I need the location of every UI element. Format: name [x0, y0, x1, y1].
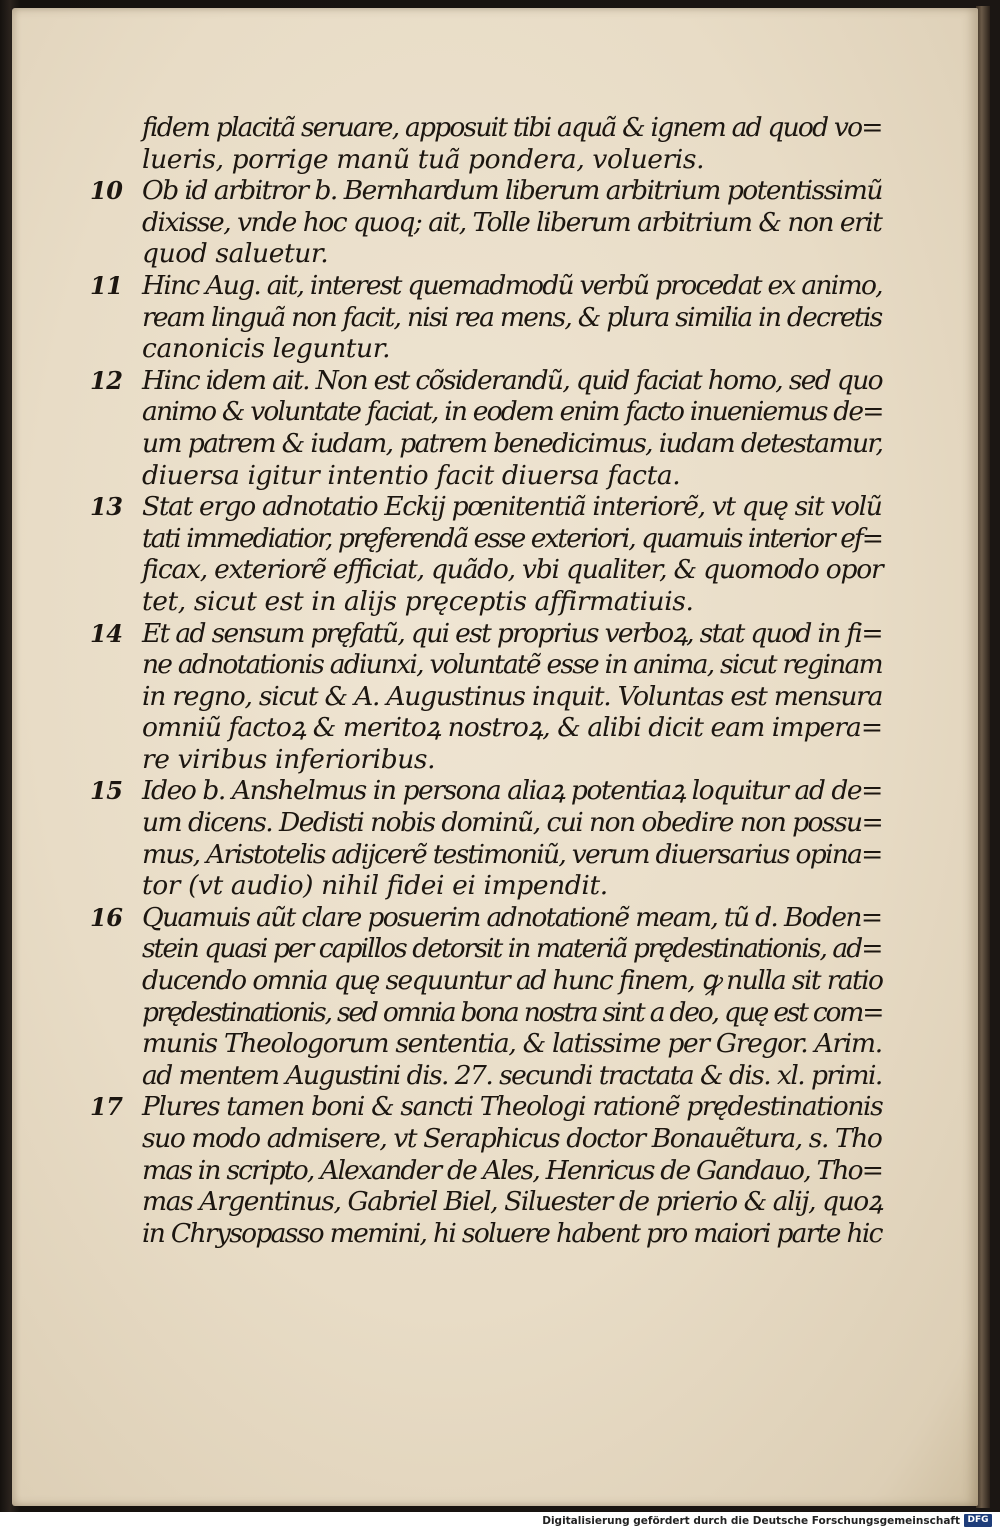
text-block — [92, 112, 882, 1249]
text-line: mas in scripto, Alexander de Ales, Henricus de Gandauo, Tho= — [142, 1154, 883, 1186]
paragraph-number: 10 — [90, 176, 123, 206]
paragraph-number: 17 — [90, 1092, 123, 1122]
text-line: Hinc Aug. ait, interest quemadmodũ verbũ procedat ex animo, — [142, 269, 882, 301]
text-line: omniũ factoꝝ & meritoꝝ nostroꝝ, & alibi dicit eam impera= — [142, 712, 883, 744]
paragraph-16 — [92, 902, 882, 1092]
text-line: prędestinationis, sed omnia bona nostra sint a deo, quę est com= — [142, 996, 883, 1028]
text-line: canonicis leguntur. — [142, 333, 391, 365]
text-line: re viribus inferioribus. — [142, 743, 436, 775]
text-line: in Chrysopasso memini, hi soluere habent pro maiori parte hic — [142, 1217, 882, 1249]
page-edge — [976, 6, 990, 1508]
text-line: um patrem & iudam, patrem benedicimus, iudam detestamur, — [142, 427, 883, 459]
paragraph-15 — [92, 775, 882, 901]
text-line: um dicens. Dedisti nobis dominũ, cui non obedire non possu= — [142, 807, 883, 839]
text-line: Hinc idem ait. Non est cõsiderandũ, quid faciat homo, sed quo — [142, 364, 882, 396]
text-line: ducendo omnia quę sequuntur ad hunc finem, ꝙ nulla sit ratio — [142, 965, 883, 997]
paragraph-10 — [92, 175, 882, 270]
text-line: Plures tamen boni & sancti Theologi rationẽ prędestinationis — [142, 1091, 883, 1123]
paragraph-number: 15 — [90, 776, 123, 806]
paragraph-number: 12 — [90, 365, 123, 395]
text-line: tor (vt audio) nihil fidei ei impendit. — [142, 870, 608, 902]
text-line: stein quasi per capillos detorsit in materiã prędestinationis, ad= — [142, 933, 882, 965]
paragraph-number: 13 — [90, 492, 123, 522]
text-line: animo & voluntate faciat, in eodem enim facto inueniemus de= — [142, 396, 883, 428]
text-line: lueris, porrige manũ tuã pondera, volueris. — [142, 143, 705, 175]
text-line: Et ad sensum pręfatũ, qui est proprius verboꝝ, stat quod in fi= — [142, 617, 882, 649]
paragraph-13 — [92, 491, 882, 617]
text-line: tet, sicut est in alijs pręceptis affirmatiuis. — [142, 585, 694, 617]
text-line: diuersa igitur intentio facit diuersa facta. — [142, 459, 681, 491]
paragraph-17 — [92, 1091, 882, 1249]
paragraph-number: 14 — [90, 618, 123, 648]
text-line: munis Theologorum sententia, & latissime per Gregor. Arim. — [142, 1028, 882, 1060]
text-line: ream linguã non facit, nisi rea mens, & plura similia in decretis — [142, 301, 882, 333]
text-line: Stat ergo adnotatio Eckij pœnitentiã interiorẽ, vt quę sit volũ — [142, 491, 882, 523]
text-line: Quamuis aũt clare posuerim adnotationẽ meam, tũ d. Boden= — [142, 901, 882, 933]
text-line: tati immediatior, pręferendã esse exteriori, quamuis interior ef= — [142, 522, 883, 554]
text-line: mas Argentinus, Gabriel Biel, Siluester de prierio & alij, quoꝝ — [142, 1186, 882, 1218]
text-line: Ob id arbitror b. Bernhardum liberum arbitrium potentissimũ — [142, 175, 882, 207]
header-paragraph — [92, 112, 882, 175]
paragraph-14 — [92, 618, 882, 776]
paragraph-number: 16 — [90, 902, 123, 932]
paragraph-number: 11 — [90, 270, 123, 300]
text-line: ficax, exteriorẽ efficiat, quãdo, vbi qualiter, & quomodo opor — [142, 554, 883, 586]
text-line: in regno, sicut & A. Augustinus inquit. Voluntas est mensura — [142, 680, 883, 712]
text-line: ne adnotationis adiunxi, voluntatẽ esse in anima, sicut reginam — [142, 649, 882, 681]
text-line: Ideo b. Anshelmus in persona aliaꝝ potentiaꝝ loquitur ad de= — [142, 775, 882, 807]
dfg-logo-icon: DFG — [964, 1514, 992, 1527]
paragraph-12 — [92, 365, 882, 491]
text-line: ad mentem Augustini dis. 27. secundi tractata & dis. xl. primi. — [142, 1059, 882, 1091]
text-line: suo modo admisere, vt Seraphicus doctor Bonauẽtura, s. Tho — [142, 1123, 882, 1154]
paragraph-11 — [92, 270, 882, 365]
text-line: quod saluetur. — [142, 238, 329, 270]
text-line: mus, Aristotelis adijcerẽ testimoniũ, verum diuersarius opina= — [142, 838, 882, 870]
funding-credit: Digitalisierung gefördert durch die Deutsche Forschungsgemeinschaft — [542, 1515, 960, 1527]
text-line: dixisse, vnde hoc quoq; ait, Tolle liberum arbitrium & non erit — [142, 206, 882, 238]
text-line: fidem placitã seruare, apposuit tibi aquã & ignem ad quod vo= — [142, 112, 882, 143]
